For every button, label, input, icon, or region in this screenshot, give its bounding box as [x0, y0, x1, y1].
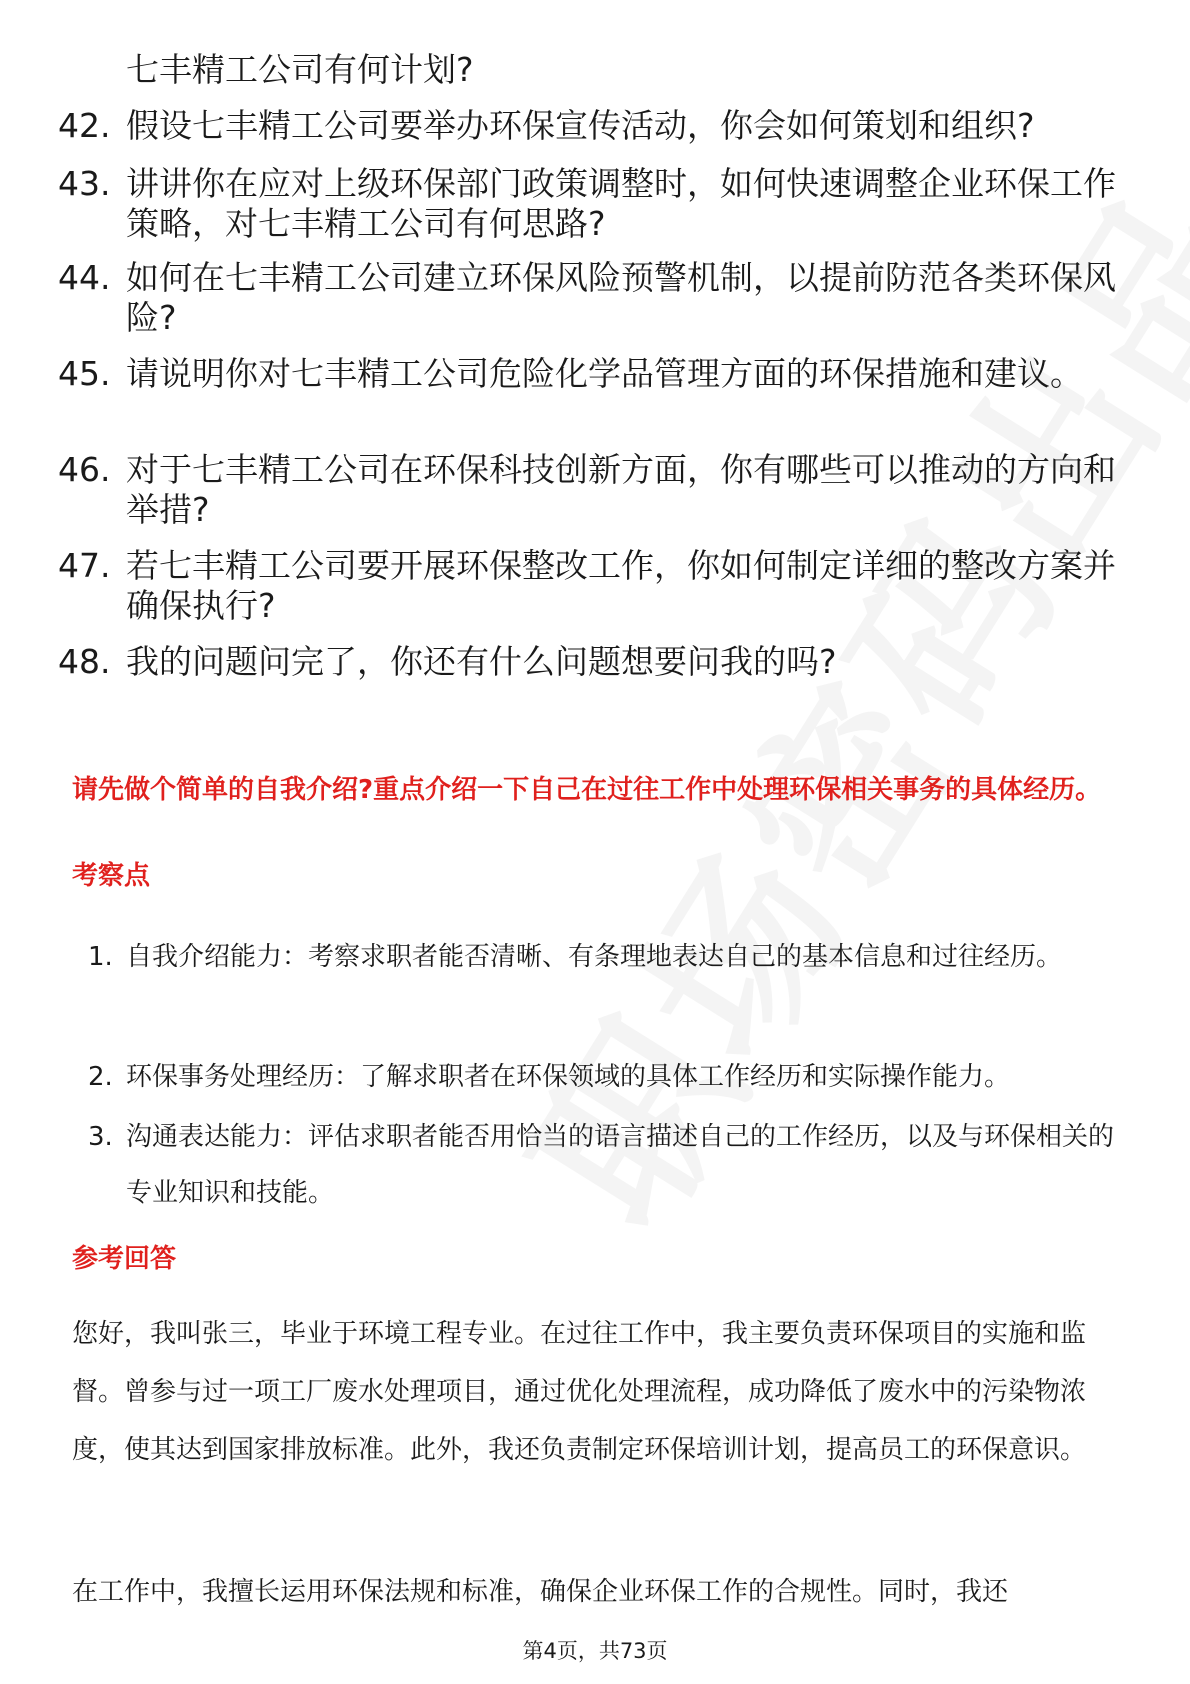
point-number: 2. [88, 1062, 113, 1092]
point-text: 环保事务处理经历：了解求职者在环保领域的具体工作经历和实际操作能力。 [126, 1062, 1011, 1092]
question-text: 若七丰精工公司要开展环保整改工作，你如何制定详细的整改方案并确保执行? [126, 546, 1116, 625]
point-text: 自我介绍能力：考察求职者能否清晰、有条理地表达自己的基本信息和过往经历。 [126, 942, 1063, 972]
question-text: 七丰精工公司有何计划? [126, 50, 474, 89]
assessment-point [88, 929, 1128, 985]
question-number: 46. [58, 450, 111, 489]
question-text: 假设七丰精工公司要举办环保宣传活动，你会如何策划和组织? [126, 106, 1035, 145]
point-number: 1. [88, 942, 113, 972]
section-question: 请先做个简单的自我介绍?重点介绍一下自己在过往工作中处理环保相关事务的具体经历。 [72, 775, 1102, 805]
answer-paragraph: 在工作中，我擅长运用环保法规和标准，确保企业环保工作的合规性。同时，我还 [72, 1577, 1009, 1607]
question-number: 48. [58, 642, 111, 681]
question-number: 44. [58, 258, 111, 297]
assessment-point [88, 1049, 1128, 1105]
question-number: 47. [58, 546, 111, 585]
question-text: 如何在七丰精工公司建立环保风险预警机制，以提前防范各类环保风险? [126, 258, 1116, 337]
question-text: 讲讲你在应对上级环保部门政策调整时，如何快速调整企业环保工作策略，对七丰精工公司有何思路? [126, 164, 1116, 243]
question-item [58, 450, 1138, 530]
answer-paragraph: 您好，我叫张三，毕业于环境工程专业。在过往工作中，我主要负责环保项目的实施和监督。曾参与过一项工厂废水处理项目，通过优化处理流程，成功降低了废水中的污染物浓度，使其达到国家排放标准。此外，我还负责制定环保培训计划，提高员工的环保意识。 [72, 1319, 1087, 1465]
question-text: 我的问题问完了，你还有什么问题想要问我的吗? [126, 642, 837, 681]
question-text: 对于七丰精工公司在环保科技创新方面，你有哪些可以推动的方向和举措? [126, 450, 1116, 529]
question-item [58, 546, 1138, 626]
question-item [58, 50, 1138, 90]
question-item [58, 642, 1138, 682]
question-text: 请说明你对七丰精工公司危险化学品管理方面的环保措施和建议。 [126, 354, 1083, 393]
point-text: 沟通表达能力：评估求职者能否用恰当的语言描述自己的工作经历，以及与环保相关的专业知识和技能。 [126, 1122, 1115, 1208]
question-item [58, 354, 1138, 394]
page-footer: 第4页，共73页 [522, 1639, 668, 1663]
question-item [58, 164, 1138, 244]
question-item [58, 258, 1138, 338]
point-number: 3. [88, 1122, 113, 1152]
question-number: 42. [58, 106, 111, 145]
question-item [58, 106, 1138, 146]
question-number: 43. [58, 164, 111, 203]
question-number: 45. [58, 354, 111, 393]
kaochadian-heading: 考察点 [72, 861, 151, 891]
answer-heading: 参考回答 [72, 1244, 177, 1274]
assessment-point [88, 1109, 1128, 1221]
